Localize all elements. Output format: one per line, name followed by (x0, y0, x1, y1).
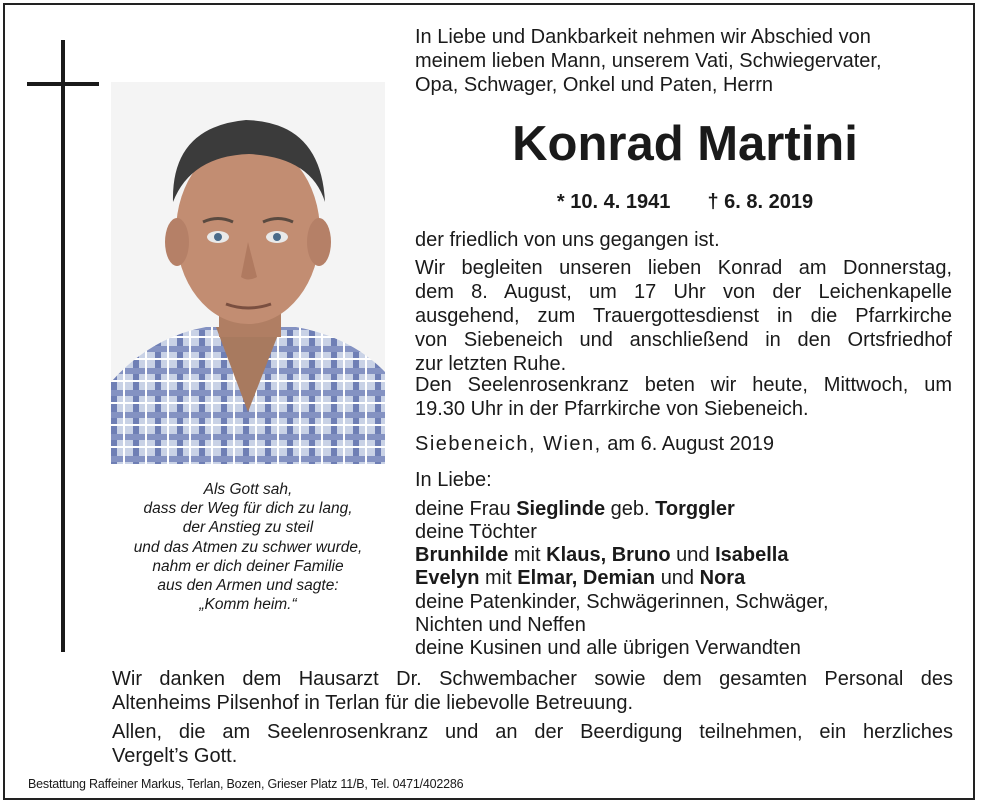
family-names: Nora (699, 567, 746, 589)
passed-line: der friedlich von uns gegangen ist. (415, 229, 720, 251)
cross-icon-bar (27, 82, 99, 86)
poem-line: der Anstieg zu steil (182, 519, 314, 537)
rosary-line: 19.30 Uhr in der Pfarrkirche von Siebeneich. (415, 398, 809, 420)
family-names: Klaus, Bruno (546, 544, 671, 566)
place: Siebeneich, Wien, (415, 433, 602, 455)
funeral-line: zur letzten Ruhe. (415, 353, 567, 375)
intro-line: Opa, Schwager, Onkel und Paten, Herrn (415, 74, 773, 96)
wife-prefix: deine Frau (415, 498, 511, 520)
in-liebe: In Liebe: (415, 469, 492, 491)
connector: mit (513, 544, 541, 566)
family-line-1 (415, 545, 788, 566)
thanks-line: Altenheims Pilsenhof in Terlan für die liebevolle Betreuung. (112, 692, 634, 714)
thanks2-line: Allen, die am Seelenrosenkranz und an der Beerdigung teilnehmen, ein herzliches (112, 721, 953, 743)
family-names: Elmar, Demian (517, 567, 656, 589)
place-date (415, 434, 774, 455)
poem-line: aus den Armen und sagte: (157, 577, 339, 595)
family-nieces: Nichten und Neffen (415, 614, 586, 636)
funeral-line: von Siebeneich und anschließend in den Ortsfriedhof (415, 329, 952, 351)
daughter-name: Evelyn (415, 567, 480, 589)
cross-icon (61, 40, 65, 652)
thanks-line: Wir danken dem Hausarzt Dr. Schwembacher sowie dem gesamten Personal des (112, 668, 953, 690)
intro-line: meinem lieben Mann, unserem Vati, Schwiegervater, (415, 50, 882, 72)
funeral-line: ausgehend, zum Trauergottesdienst in die Pfarrkirche (415, 305, 952, 327)
funeral-line: Wir begleiten unseren lieben Konrad am Donnerstag, (415, 257, 952, 279)
deceased-name: Konrad Martini (512, 117, 858, 171)
life-dates (415, 191, 955, 214)
family-godchildren: deine Patenkinder, Schwägerinnen, Schwäger, (415, 591, 829, 613)
wife-geb: geb. (610, 498, 650, 520)
thanks2-line: Vergelt’s Gott. (112, 745, 238, 767)
rosary-line: Den Seelenrosenkranz beten wir heute, Mittwoch, um (415, 374, 952, 396)
family-line-2 (415, 568, 745, 589)
daughter-name: Brunhilde (415, 544, 509, 566)
birth-date: * 10. 4. 1941 (556, 191, 671, 213)
poem-line: und das Atmen zu schwer wurde, (133, 538, 363, 556)
poem-line: „Komm heim.“ (199, 596, 297, 614)
intro-line: In Liebe und Dankbarkeit nehmen wir Abschied von (415, 26, 871, 48)
poem (100, 480, 396, 614)
connector: und (676, 544, 710, 566)
poem-line: Als Gott sah, (203, 481, 293, 498)
wife-maiden: Torggler (655, 498, 735, 520)
funeral-line: dem 8. August, um 17 Uhr von der Leichenkapelle (415, 281, 952, 303)
family-wife (415, 499, 735, 520)
connector: mit (485, 567, 512, 589)
family-names: Isabella (715, 544, 789, 566)
connector: und (660, 567, 695, 589)
death-date: † 6. 8. 2019 (707, 191, 814, 213)
portrait-photo (111, 82, 385, 464)
wife-name: Sieglinde (516, 498, 606, 520)
poem-line: dass der Weg für dich zu lang, (143, 500, 353, 518)
date: am 6. August 2019 (607, 433, 775, 455)
family-daughters: deine Töchter (415, 521, 537, 543)
poem-line: nahm er dich deiner Familie (152, 557, 344, 575)
family-cousins: deine Kusinen und alle übrigen Verwandten (415, 637, 801, 659)
footer-undertaker: Bestattung Raffeiner Markus, Terlan, Bozen, Grieser Platz 11/B, Tel. 0471/402286 (28, 777, 464, 791)
